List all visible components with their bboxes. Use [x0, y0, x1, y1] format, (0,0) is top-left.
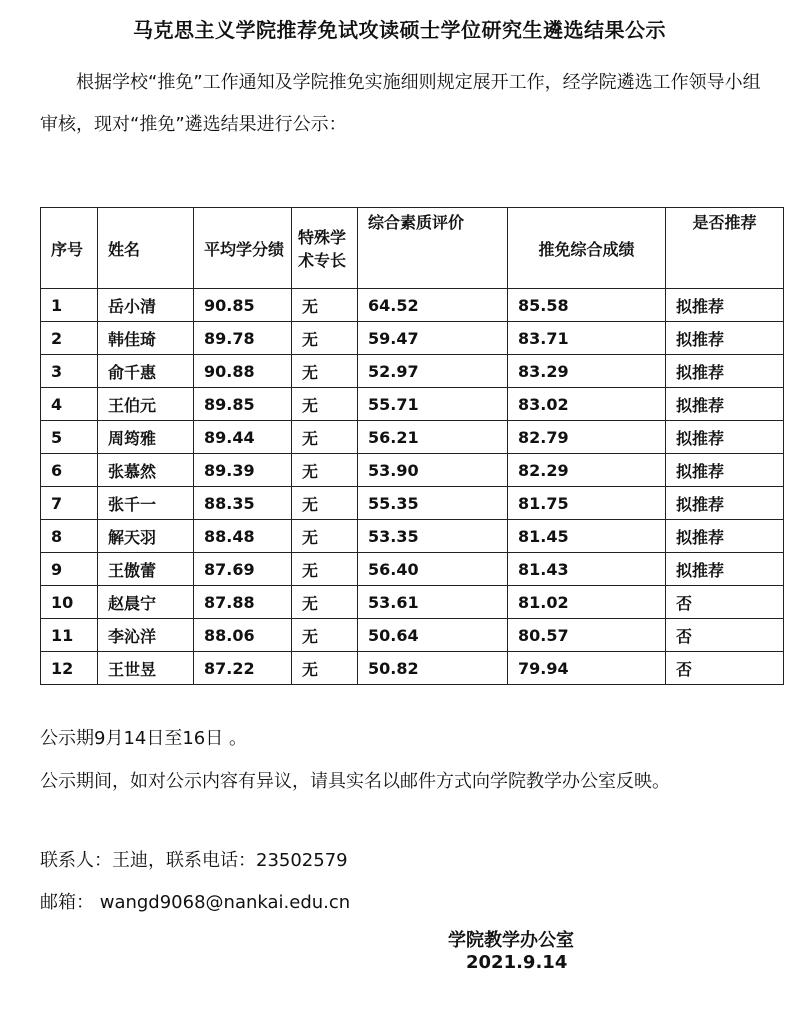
cell-name: 赵晨宁 — [98, 586, 194, 619]
cell-quality: 55.71 — [358, 388, 508, 421]
cell-special: 无 — [292, 619, 358, 652]
cell-quality: 56.21 — [358, 421, 508, 454]
cell-recommend: 拟推荐 — [666, 355, 784, 388]
header-name: 姓名 — [98, 208, 194, 289]
cell-special: 无 — [292, 520, 358, 553]
table-row — [41, 421, 784, 454]
cell-name: 岳小清 — [98, 289, 194, 322]
cell-recommend: 拟推荐 — [666, 454, 784, 487]
cell-gpa: 89.85 — [194, 388, 292, 421]
cell-gpa: 88.06 — [194, 619, 292, 652]
cell-recommend: 拟推荐 — [666, 520, 784, 553]
cell-index: 1 — [41, 289, 98, 322]
cell-quality: 50.82 — [358, 652, 508, 685]
cell-index: 8 — [41, 520, 98, 553]
table-row — [41, 454, 784, 487]
cell-quality: 55.35 — [358, 487, 508, 520]
cell-total: 82.79 — [508, 421, 666, 454]
cell-quality: 50.64 — [358, 619, 508, 652]
cell-index: 5 — [41, 421, 98, 454]
cell-gpa: 89.78 — [194, 322, 292, 355]
header-gpa: 平均学分绩 — [194, 208, 292, 289]
cell-index: 9 — [41, 553, 98, 586]
header-index: 序号 — [41, 208, 98, 289]
cell-special: 无 — [292, 421, 358, 454]
cell-total: 81.02 — [508, 586, 666, 619]
cell-total: 83.02 — [508, 388, 666, 421]
table-row — [41, 652, 784, 685]
cell-total: 83.71 — [508, 322, 666, 355]
header-total: 推免综合成绩 — [508, 208, 666, 289]
cell-special: 无 — [292, 652, 358, 685]
cell-quality: 56.40 — [358, 553, 508, 586]
cell-name: 王傲蕾 — [98, 553, 194, 586]
cell-total: 81.75 — [508, 487, 666, 520]
office-signature: 学院教学办公室 — [448, 930, 574, 951]
cell-quality: 64.52 — [358, 289, 508, 322]
cell-total: 80.57 — [508, 619, 666, 652]
page-title: 马克思主义学院推荐免试攻读硕士学位研究生遴选结果公示 — [133, 18, 666, 42]
cell-index: 10 — [41, 586, 98, 619]
table-row — [41, 388, 784, 421]
cell-index: 12 — [41, 652, 98, 685]
cell-gpa: 90.88 — [194, 355, 292, 388]
cell-special: 无 — [292, 487, 358, 520]
table-row — [41, 355, 784, 388]
cell-name: 王伯元 — [98, 388, 194, 421]
cell-special: 无 — [292, 289, 358, 322]
cell-index: 4 — [41, 388, 98, 421]
cell-recommend: 否 — [666, 586, 784, 619]
cell-special: 无 — [292, 553, 358, 586]
cell-quality: 59.47 — [358, 322, 508, 355]
cell-total: 81.43 — [508, 553, 666, 586]
contact-line: 联系人：王迪，联系电话：23502579 — [40, 850, 348, 871]
cell-total: 83.29 — [508, 355, 666, 388]
header-quality: 综合素质评价 — [358, 208, 508, 289]
cell-name: 俞千惠 — [98, 355, 194, 388]
cell-quality: 53.90 — [358, 454, 508, 487]
cell-quality: 53.61 — [358, 586, 508, 619]
cell-quality: 52.97 — [358, 355, 508, 388]
table-header-row — [41, 208, 784, 289]
cell-gpa: 89.44 — [194, 421, 292, 454]
table-row — [41, 520, 784, 553]
cell-total: 79.94 — [508, 652, 666, 685]
cell-gpa: 88.48 — [194, 520, 292, 553]
cell-recommend: 拟推荐 — [666, 553, 784, 586]
table-row — [41, 553, 784, 586]
table-row — [41, 289, 784, 322]
cell-index: 6 — [41, 454, 98, 487]
cell-index: 3 — [41, 355, 98, 388]
cell-recommend: 拟推荐 — [666, 289, 784, 322]
cell-recommend: 拟推荐 — [666, 421, 784, 454]
cell-name: 张慕然 — [98, 454, 194, 487]
cell-gpa: 88.35 — [194, 487, 292, 520]
cell-special: 无 — [292, 355, 358, 388]
intro-paragraph: 根据学校“推免”工作通知及学院推免实施细则规定展开工作，经学院遴选工作领导小组审核，现对“推免”遴选结果进行公示： — [40, 72, 761, 135]
cell-recommend: 否 — [666, 619, 784, 652]
cell-gpa: 89.39 — [194, 454, 292, 487]
cell-index: 2 — [41, 322, 98, 355]
email-line: 邮箱： wangd9068@nankai.edu.cn — [40, 892, 351, 913]
table-row — [41, 586, 784, 619]
cell-gpa: 87.88 — [194, 586, 292, 619]
cell-name: 李沁洋 — [98, 619, 194, 652]
cell-total: 85.58 — [508, 289, 666, 322]
cell-quality: 53.35 — [358, 520, 508, 553]
cell-gpa: 87.69 — [194, 553, 292, 586]
table-row — [41, 619, 784, 652]
notice-body: 公示期间，如对公示内容有异议，请具实名以邮件方式向学院教学办公室反映。 — [40, 771, 670, 792]
cell-recommend: 拟推荐 — [666, 388, 784, 421]
cell-special: 无 — [292, 586, 358, 619]
cell-recommend: 否 — [666, 652, 784, 685]
cell-name: 王世昱 — [98, 652, 194, 685]
header-special: 特殊学术专长 — [292, 208, 358, 289]
cell-name: 韩佳琦 — [98, 322, 194, 355]
cell-index: 11 — [41, 619, 98, 652]
table-row — [41, 322, 784, 355]
cell-name: 周筠雅 — [98, 421, 194, 454]
cell-gpa: 90.85 — [194, 289, 292, 322]
cell-gpa: 87.22 — [194, 652, 292, 685]
cell-special: 无 — [292, 322, 358, 355]
cell-special: 无 — [292, 454, 358, 487]
notice-period: 公示期9月14日至16日 。 — [40, 728, 247, 749]
issue-date: 2021.9.14 — [466, 952, 568, 973]
cell-index: 7 — [41, 487, 98, 520]
header-recommend: 是否推荐 — [666, 208, 784, 289]
results-table — [40, 207, 784, 685]
cell-name: 解天羽 — [98, 520, 194, 553]
cell-total: 82.29 — [508, 454, 666, 487]
cell-recommend: 拟推荐 — [666, 322, 784, 355]
table-row — [41, 487, 784, 520]
cell-total: 81.45 — [508, 520, 666, 553]
cell-recommend: 拟推荐 — [666, 487, 784, 520]
cell-special: 无 — [292, 388, 358, 421]
cell-name: 张千一 — [98, 487, 194, 520]
